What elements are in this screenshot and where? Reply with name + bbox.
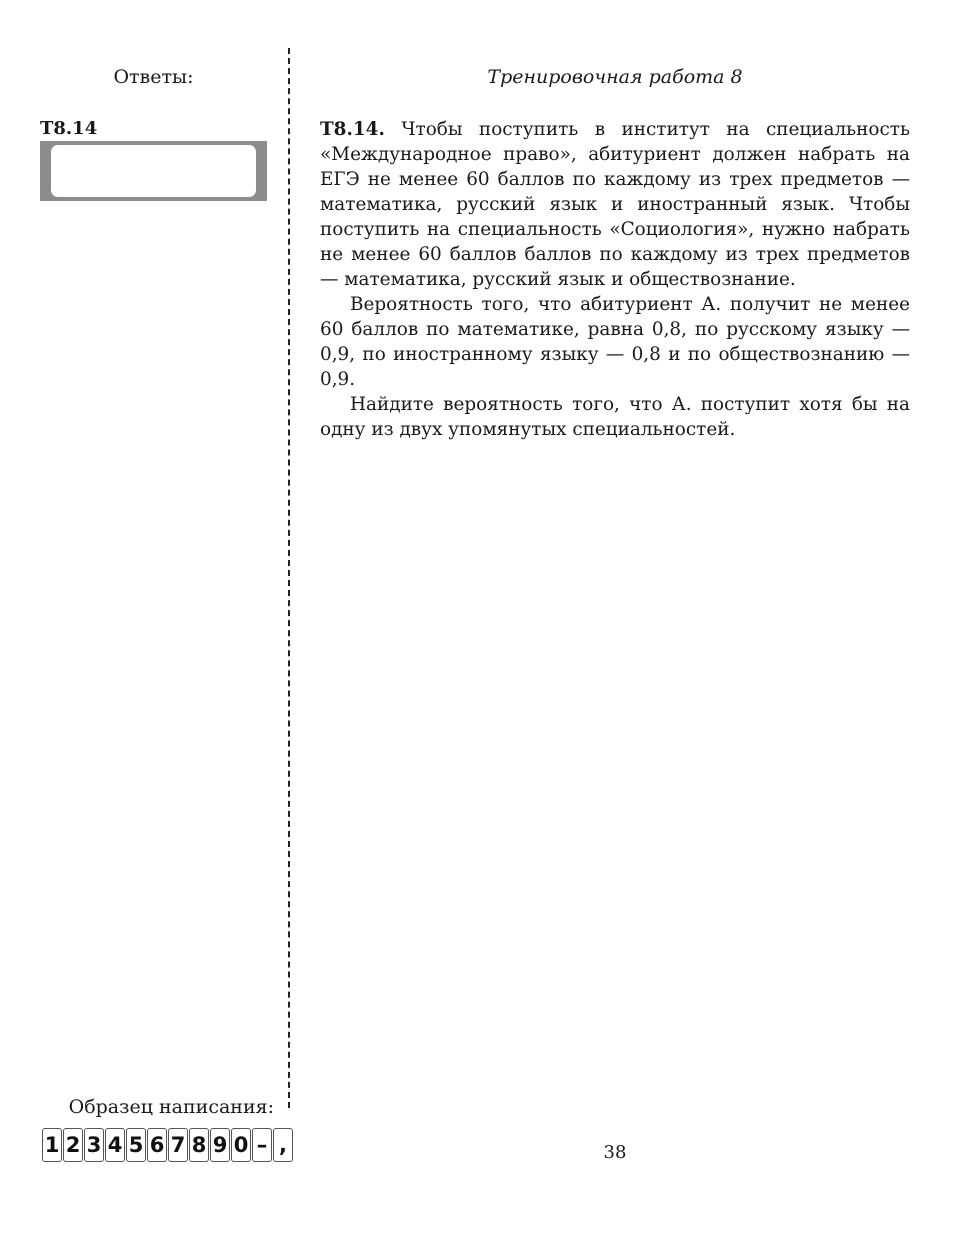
page-number: 38: [603, 1142, 627, 1163]
sample-digit: 9: [210, 1128, 230, 1162]
sample-digit: 6: [147, 1128, 167, 1162]
sample-digit: ,: [273, 1128, 293, 1162]
sample-digit: 4: [105, 1128, 125, 1162]
problem-paragraph-3: Найдите вероятность того, что А. поступит хотя бы на одну из двух упомянутых специальностей.: [320, 394, 910, 440]
sample-digit: –: [252, 1128, 272, 1162]
problem-paragraph-1-text: Чтобы поступить в институт на специальность «Международное право», абитуриент должен набрать на ЕГЭ не менее 60 баллов по каждому из трех предметов — математика, русский язык и иностранный язык. Чтобы поступить на специальность «Социология», нужно набрать не менее 60 баллов баллов по каждому из трех предметов — математика, русский язык и обществознание.: [320, 119, 910, 290]
sample-digit: 8: [189, 1128, 209, 1162]
header-title: Тренировочная работа 8: [487, 66, 743, 88]
problem-paragraph-1: [320, 117, 910, 292]
sample-digit: 7: [168, 1128, 188, 1162]
problem-number: T8.14.: [320, 119, 385, 140]
sample-digit: 5: [126, 1128, 146, 1162]
answers-title: Ответы:: [113, 66, 194, 88]
sample-digit: 0: [231, 1128, 251, 1162]
problem-text: [320, 117, 910, 442]
answer-label: T8.14: [40, 118, 98, 139]
answer-box: [40, 141, 267, 201]
sample-digit: 1: [42, 1128, 62, 1162]
sample-label: Образец написания:: [68, 1096, 274, 1118]
sample-digits: [42, 1128, 293, 1162]
cut-line-divider: [288, 48, 290, 1108]
sample-digit: 2: [63, 1128, 83, 1162]
answer-input[interactable]: [51, 145, 256, 197]
sample-digit: 3: [84, 1128, 104, 1162]
problem-paragraph-2: Вероятность того, что абитуриент А. получит не менее 60 баллов по математике, равна 0,8, по русскому языку — 0,9, по иностранному языку — 0,8 и по обществознанию — 0,9.: [320, 294, 910, 390]
